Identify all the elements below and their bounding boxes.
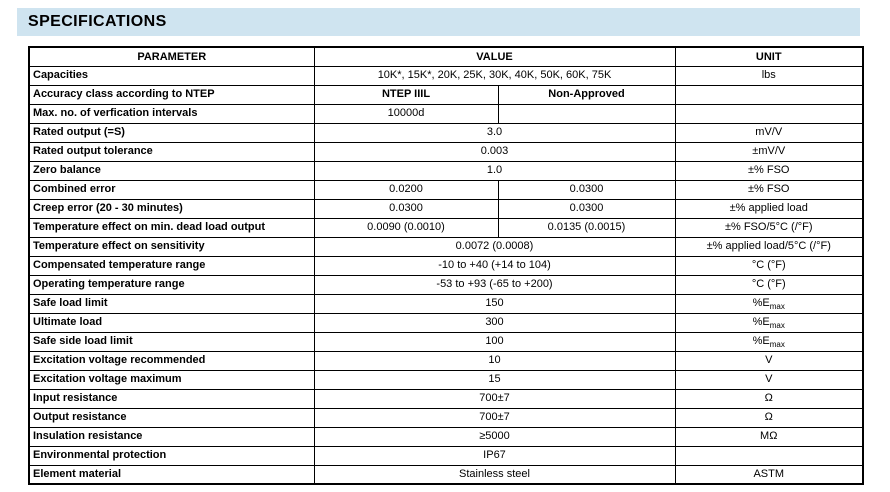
table-row — [29, 218, 863, 237]
column-header-parameter: PARAMETER — [29, 47, 314, 66]
table-row — [29, 389, 863, 408]
table-row — [29, 294, 863, 313]
column-header-value: VALUE — [314, 47, 675, 66]
parameter-cell: Excitation voltage recommended — [29, 351, 314, 370]
table-row — [29, 199, 863, 218]
parameter-cell: Rated output tolerance — [29, 142, 314, 161]
unit-subscript: max — [769, 302, 785, 312]
table-row — [29, 465, 863, 484]
value-cell — [498, 104, 675, 123]
value-cell: -53 to +93 (-65 to +200) — [314, 275, 675, 294]
parameter-cell: Element material — [29, 465, 314, 484]
parameter-cell: Output resistance — [29, 408, 314, 427]
unit-cell: ±% FSO — [675, 180, 863, 199]
table-row — [29, 313, 863, 332]
parameter-cell: Operating temperature range — [29, 275, 314, 294]
value-cell: 700±7 — [314, 389, 675, 408]
unit-cell: $\%E_{max}$ — [675, 313, 863, 332]
value-cell: 150 — [314, 294, 675, 313]
section-title: SPECIFICATIONS — [28, 13, 167, 30]
value-cell: 0.0300 — [498, 199, 675, 218]
parameter-cell: Ultimate load — [29, 313, 314, 332]
unit-cell — [675, 446, 863, 465]
value-cell: 300 — [314, 313, 675, 332]
value-cell: 0.0090 (0.0010) — [314, 218, 498, 237]
spec-table-body — [29, 66, 863, 484]
unit-cell: ±% applied load/5°C (/°F) — [675, 237, 863, 256]
value-cell: 0.0300 — [498, 180, 675, 199]
unit-cell: lbs — [675, 66, 863, 85]
parameter-cell: Temperature effect on min. dead load output — [29, 218, 314, 237]
value-cell: -10 to +40 (+14 to 104) — [314, 256, 675, 275]
parameter-cell: Compensated temperature range — [29, 256, 314, 275]
parameter-cell: Excitation voltage maximum — [29, 370, 314, 389]
value-cell: Non-Approved — [498, 85, 675, 104]
value-cell: 10000d — [314, 104, 498, 123]
unit-cell: mV/V — [675, 123, 863, 142]
parameter-cell: Zero balance — [29, 161, 314, 180]
table-row — [29, 66, 863, 85]
unit-cell: ±% FSO — [675, 161, 863, 180]
table-row — [29, 180, 863, 199]
value-cell: 0.003 — [314, 142, 675, 161]
table-row — [29, 332, 863, 351]
parameter-cell: Capacities — [29, 66, 314, 85]
value-cell: NTEP IIIL — [314, 85, 498, 104]
table-row — [29, 161, 863, 180]
parameter-cell: Creep error (20 - 30 minutes) — [29, 199, 314, 218]
parameter-cell: Environmental protection — [29, 446, 314, 465]
parameter-cell: Safe load limit — [29, 294, 314, 313]
unit-subscript: max — [769, 321, 785, 331]
unit-cell: V — [675, 370, 863, 389]
parameter-cell: Combined error — [29, 180, 314, 199]
unit-cell: ±% applied load — [675, 199, 863, 218]
unit-subscript: max — [769, 340, 785, 350]
parameter-cell: Rated output (=S) — [29, 123, 314, 142]
value-cell: 10 — [314, 351, 675, 370]
value-cell: 700±7 — [314, 408, 675, 427]
value-cell: 0.0135 (0.0015) — [498, 218, 675, 237]
unit-cell — [675, 85, 863, 104]
table-row — [29, 446, 863, 465]
unit-cell: °C (°F) — [675, 256, 863, 275]
table-row — [29, 275, 863, 294]
table-row — [29, 256, 863, 275]
table-row — [29, 237, 863, 256]
table-row — [29, 427, 863, 446]
value-cell: 100 — [314, 332, 675, 351]
table-row — [29, 104, 863, 123]
table-row — [29, 142, 863, 161]
value-cell: 0.0200 — [314, 180, 498, 199]
parameter-cell: Insulation resistance — [29, 427, 314, 446]
parameter-cell: Input resistance — [29, 389, 314, 408]
parameter-cell: Safe side load limit — [29, 332, 314, 351]
unit-cell: Ω — [675, 408, 863, 427]
parameter-cell: Max. no. of verfication intervals — [29, 104, 314, 123]
value-cell: 15 — [314, 370, 675, 389]
value-cell: 0.0072 (0.0008) — [314, 237, 675, 256]
section-title-bar — [17, 8, 860, 36]
specifications-table — [28, 46, 864, 485]
unit-cell: ±% FSO/5°C (/°F) — [675, 218, 863, 237]
unit-cell: °C (°F) — [675, 275, 863, 294]
value-cell: ≥5000 — [314, 427, 675, 446]
table-header-row — [29, 47, 863, 66]
unit-cell: V — [675, 351, 863, 370]
table-row — [29, 123, 863, 142]
table-row — [29, 351, 863, 370]
unit-cell: ASTM — [675, 465, 863, 484]
table-row — [29, 370, 863, 389]
value-cell: Stainless steel — [314, 465, 675, 484]
column-header-unit: UNIT — [675, 47, 863, 66]
parameter-cell: Temperature effect on sensitivity — [29, 237, 314, 256]
value-cell: 3.0 — [314, 123, 675, 142]
value-cell: 0.0300 — [314, 199, 498, 218]
unit-cell: $\%E_{max}$ — [675, 294, 863, 313]
value-cell: 1.0 — [314, 161, 675, 180]
value-cell: 10K*, 15K*, 20K, 25K, 30K, 40K, 50K, 60K, 75K — [314, 66, 675, 85]
unit-cell — [675, 104, 863, 123]
unit-cell: MΩ — [675, 427, 863, 446]
unit-cell: ±mV/V — [675, 142, 863, 161]
table-row — [29, 408, 863, 427]
unit-cell: $\%E_{max}$ — [675, 332, 863, 351]
parameter-cell: Accuracy class according to NTEP — [29, 85, 314, 104]
table-row — [29, 85, 863, 104]
value-cell: IP67 — [314, 446, 675, 465]
unit-cell: Ω — [675, 389, 863, 408]
